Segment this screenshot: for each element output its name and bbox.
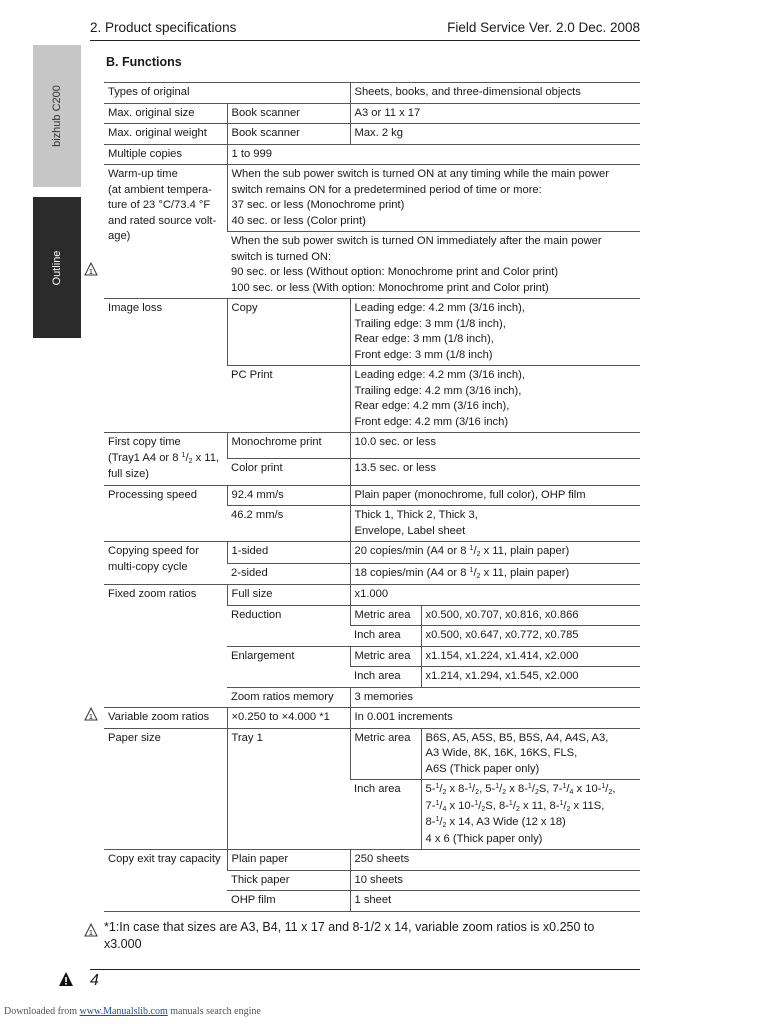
warmup-line: When the sub power switch is turned ON immediately after the main power [231,235,602,247]
area-label: Metric area [350,605,421,626]
image-loss-copy-values [350,299,640,366]
first-copy-line: First copy time [108,436,181,448]
footer-divider [90,969,640,970]
fraction-slash: / [605,783,609,795]
row-sublabel: Book scanner [227,103,350,124]
revision-mark-number: 1 [89,930,93,937]
value-text: x 11S, [570,799,605,812]
fraction-numerator: 1 [435,783,440,790]
row-label: Variable zoom ratios [104,708,227,729]
fraction-numerator: 1 [508,799,513,807]
value-text: 8- [425,816,436,828]
download-prefix: Downloaded from [4,1006,80,1017]
fraction-denominator: 2 [502,789,507,796]
value-text: x 10- [573,783,602,795]
side-tab-section-label: Outline [51,250,63,285]
fraction-denominator: 4 [569,789,574,796]
download-credit [4,1006,261,1017]
inch-line-1 [426,782,637,799]
inch-line-3 [426,815,637,832]
row-label: Max. original weight [104,124,227,145]
row-sublabel: 1-sided [227,542,350,564]
value-line: A3 Wide, 8K, 16K, 16KS, FLS, [425,747,578,759]
warmup-label-line: Warm-up time [108,168,178,180]
area-label: Metric area [350,646,421,667]
fraction-numerator: 1 [601,783,606,790]
edge-line: Rear edge: 3 mm (1/8 inch), [354,333,494,345]
row-sublabel: Zoom ratios memory [227,687,350,708]
first-copy-line [108,451,223,468]
fraction-slash: / [439,816,443,828]
warmup-condition-a [227,165,640,232]
fraction-slash: / [439,799,443,812]
row-sublabel: Thick paper [227,870,350,891]
table-row [104,542,640,564]
row-value: A3 or 11 x 17 [350,103,640,124]
row-label: Fixed zoom ratios [104,585,227,708]
fraction-numerator: 1 [435,816,440,823]
fraction-denominator: 2 [188,457,193,465]
row-sublabel: Tray 1 [227,728,350,850]
table-row [104,144,640,165]
fraction-numerator: 1 [527,783,532,790]
row-sublabel: Book scanner [227,124,350,145]
revision-mark-number: 1 [89,269,93,276]
warmup-line: 90 sec. or less (Without option: Monochrome print and Color print) [231,266,559,278]
functions-spec-table [104,82,640,912]
table-row [104,124,640,145]
row-value: x1.154, x1.224, x1.414, x2.000 [421,646,640,667]
download-suffix: manuals search engine [167,1006,261,1017]
row-value [350,542,640,564]
row-value: Sheets, books, and three-dimensional objects [350,83,640,104]
value-line: A6S (Thick paper only) [425,762,540,775]
edge-line: Rear edge: 4.2 mm (3/16 inch), [354,400,510,412]
row-value [350,506,640,542]
value-line: Thick 1, Thick 2, Thick 3, [354,509,478,521]
row-sublabel: Plain paper [227,850,350,871]
paper-inch-values [421,780,640,850]
value-text: 18 copies/min (A4 or 8 [354,566,470,579]
table-row [104,433,640,459]
fraction-numerator: 1 [181,451,186,459]
paper-metric-values [421,728,640,780]
row-value: x1.000 [350,585,640,606]
fraction-denominator: 2 [515,805,520,813]
fraction-slash: / [512,799,516,812]
value-text: x 11, plain paper) [480,545,570,557]
fraction-denominator: 2 [442,789,447,796]
row-sublabel: 46.2 mm/s [227,506,350,542]
copying-speed-label [104,542,227,585]
row-value: 10.0 sec. or less [350,433,640,459]
row-value: Max. 2 kg [350,124,640,145]
footnote [104,919,644,953]
warning-icon [58,971,74,987]
page-header [90,20,640,41]
area-label: Inch area [350,667,421,688]
row-value: Plain paper (monochrome, full color), OHP film [350,485,640,506]
warmup-line: When the sub power switch is turned ON at any timing while the main power [231,168,609,180]
value-text: , [612,783,616,795]
table-row [104,708,640,729]
table-row [104,299,640,366]
warmup-line: switch is turned ON: [231,250,332,263]
table-row [104,850,640,871]
warmup-label-line: ture of 23 °C/73.4 °F [108,199,211,211]
section-title: B. Functions [106,55,182,69]
value-line: Envelope, Label sheet [354,524,466,537]
value-line: B6S, A5, A5S, B5, B5S, A4, A4S, A3, [425,731,609,744]
fraction-denominator: 2 [442,822,447,829]
row-value: In 0.001 increments [350,708,640,729]
side-tab-model-label: bizhub C200 [51,85,63,147]
fraction-denominator: 2 [476,572,481,580]
warmup-condition-b [227,232,640,299]
row-label: Types of original [104,83,350,104]
value-text: x 10- [446,799,475,812]
value-text: 7- [425,799,436,812]
row-sublabel: Copy [227,299,350,366]
row-sublabel: PC Print [227,366,350,433]
row-value: 3 memories [350,687,640,708]
row-value: 13.5 sec. or less [350,459,640,485]
first-copy-line: full size) [108,468,150,480]
row-value: 1 sheet [350,891,640,912]
value-text: x 8- [506,783,528,795]
fraction-denominator: 2 [481,805,486,813]
row-label: Processing speed [104,485,227,542]
row-value: 10 sheets [350,870,640,891]
label-line: Copying speed for [108,545,199,557]
fraction-numerator: 1 [495,783,500,790]
fraction-numerator: 1 [559,799,564,807]
row-sublabel: ×0.250 to ×4.000 *1 [227,708,350,729]
fraction-denominator: 2 [534,789,539,796]
warmup-line: 100 sec. or less (With option: Monochrome print and Color print) [231,281,549,294]
table-row [104,485,640,506]
area-label: Inch area [350,780,421,850]
row-value: 250 sheets [350,850,640,871]
revision-mark-number: 1 [89,714,93,721]
warmup-line: 40 sec. or less (Color print) [231,214,366,227]
fraction-denominator: 2 [475,789,480,796]
fraction-slash: / [478,799,482,812]
fraction-numerator: 1 [435,799,440,807]
row-label: Max. original size [104,103,227,124]
fraction-denominator: 2 [476,551,481,558]
label-text: x 11, [192,451,220,464]
edge-line: Front edge: 3 mm (1/8 inch) [354,348,493,361]
footnote-line: x3.000 [104,937,142,951]
fraction-numerator: 1 [468,783,473,790]
edge-line: Leading edge: 4.2 mm (3/16 inch), [354,302,525,314]
value-text: x 14, A3 Wide (12 x 18) [446,816,566,828]
fraction-slash: / [531,783,535,795]
table-row [104,585,640,606]
row-sublabel: OHP film [227,891,350,912]
row-value: x0.500, x0.647, x0.772, x0.785 [421,626,640,647]
revision-warning-icon [84,707,98,721]
row-label: Multiple copies [104,144,227,165]
value-text: x 11, plain paper) [480,566,570,579]
value-text: S, 7- [538,783,563,795]
warmup-line: switch remains ON for a predetermined period of time or more: [231,183,542,196]
fraction-denominator: 2 [566,805,571,813]
fraction-slash: / [185,451,189,464]
row-sublabel: 2-sided [227,563,350,585]
row-label: Image loss [104,299,227,433]
table-row [104,103,640,124]
warmup-label-line: (at ambient tempera- [108,183,212,196]
row-value: 1 to 999 [227,144,640,165]
fraction-slash: / [499,783,503,795]
fraction-numerator: 1 [474,799,479,807]
revision-warning-icon [84,923,98,937]
value-text: 5- [425,783,436,795]
edge-line: Trailing edge: 3 mm (1/8 inch), [354,317,506,330]
manualslib-link[interactable]: www.Manualslib.com [79,1006,168,1017]
row-label: Paper size [104,728,227,850]
fraction-slash: / [473,566,477,579]
row-sublabel: Full size [227,585,350,606]
warmup-line: 37 sec. or less (Monochrome print) [231,199,405,211]
row-value: x1.214, x1.294, x1.545, x2.000 [421,667,640,688]
side-tab-model[interactable] [33,45,81,187]
row-sublabel: Monochrome print [227,433,350,459]
fraction-slash: / [473,545,477,557]
page-number: 4 [90,972,99,989]
fraction-slash: / [563,799,567,812]
inch-line-4: 4 x 6 (Thick paper only) [425,832,543,845]
fraction-denominator: 2 [608,789,613,796]
fraction-numerator: 1 [469,545,474,552]
row-value: x0.500, x0.707, x0.816, x0.866 [421,605,640,626]
row-sublabel: Color print [227,459,350,485]
fraction-denominator: 4 [442,805,447,813]
fraction-slash: / [439,783,443,795]
edge-line: Front edge: 4.2 mm (3/16 inch) [354,415,509,428]
warmup-label [104,165,227,299]
table-row [104,83,640,104]
fraction-numerator: 1 [469,566,474,574]
warmup-label-line: and rated source volt- [108,214,217,227]
fraction-slash: / [472,783,476,795]
row-sublabel: Reduction [227,605,350,646]
fraction-slash: / [566,783,570,795]
value-text: 20 copies/min (A4 or 8 [354,545,470,557]
row-sublabel: Enlargement [227,646,350,687]
edge-line: Leading edge: 4.2 mm (3/16 inch), [354,369,525,381]
revision-warning-icon [84,262,98,276]
label-text: (Tray1 A4 or 8 [108,451,182,464]
footnote-line: *1:In case that sizes are A3, B4, 11 x 17 and 8-1/2 x 14, variable zoom ratios is x0.250 to [104,920,595,934]
edge-line: Trailing edge: 4.2 mm (3/16 inch), [354,384,522,397]
first-copy-label [104,433,227,486]
inch-line-2 [426,799,637,816]
table-row [104,728,640,780]
document-version: Field Service Ver. 2.0 Dec. 2008 [447,20,640,35]
label-line: multi-copy cycle [108,560,188,573]
row-label: Copy exit tray capacity [104,850,227,912]
image-loss-pc-values [350,366,640,433]
fraction-numerator: 1 [562,783,567,790]
area-label: Inch area [350,626,421,647]
value-text: , 5- [479,783,496,795]
area-label: Metric area [350,728,421,780]
value-text: x 11, 8- [519,799,560,812]
row-sublabel: 92.4 mm/s [227,485,350,506]
side-tab-section[interactable] [33,197,81,338]
table-row [104,165,640,232]
chapter-title: 2. Product specifications [90,20,237,35]
value-text: S, 8- [485,799,509,812]
warmup-label-line: age) [108,230,131,242]
row-value [350,563,640,585]
value-text: x 8- [446,783,469,795]
